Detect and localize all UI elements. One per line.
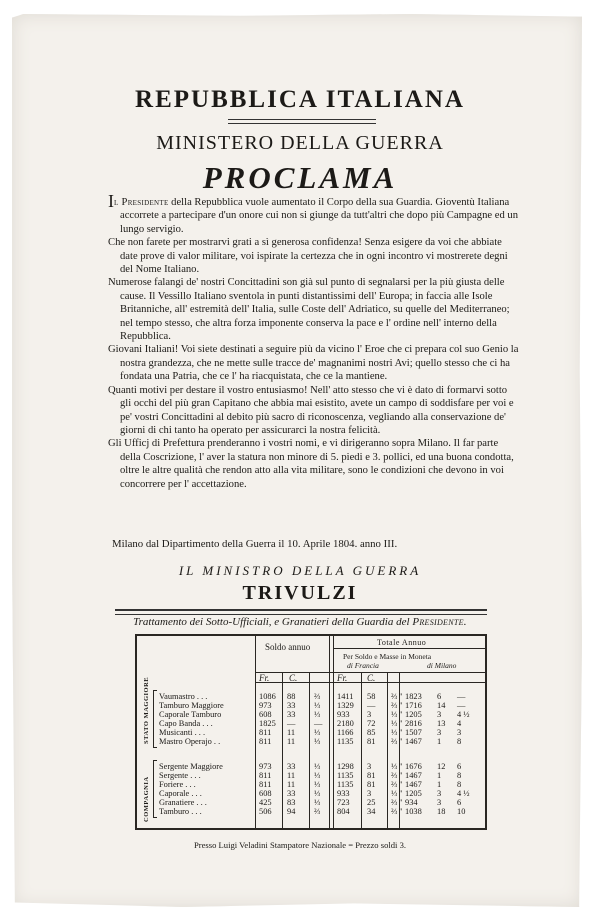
table-cell: 1467 (405, 737, 422, 746)
rank-name: Vaumastro . . . (159, 692, 208, 701)
table-cell: — (367, 701, 376, 710)
table-cell: ⅔ (391, 701, 398, 710)
ditto-mark: " (399, 762, 403, 771)
table-cell: 11 (287, 771, 296, 780)
paragraph-4: Giovani Italiani! Voi siete destinati a seguire più da vicino l' Eroe che ci prepara col suo Genio la nostra grandezza, che ne mette sulle tracce de' magnanimi nostri Avi; quello stesso che ci ha fondata una Patria, che ce l' ha riacquistata, che ce la mantiene. (108, 344, 519, 383)
table-row (137, 771, 485, 780)
table-row (137, 807, 485, 816)
table-cell: ⅔ (391, 692, 398, 701)
ditto-mark: " (399, 701, 403, 710)
table-cell: ⅔ (391, 737, 398, 746)
table-cell: 608 (259, 710, 272, 719)
ditto-mark: " (399, 798, 403, 807)
ditto-mark: " (399, 807, 403, 816)
rank-name: Granatiere . . . (159, 798, 207, 807)
table-cell: 8 (457, 737, 462, 746)
table-cell: 811 (259, 780, 272, 789)
table-cell: 6 (437, 692, 442, 701)
table-cell: 33 (287, 701, 296, 710)
pay-table: Soldo annuo Totale Annuo Per Soldo e Masse in Moneta di Francia di Milano Fr. C. Fr. C. STATO MAGGIORE COMPAGNIA Vaumastro . . . 1086 88 ⅔ 1411 58 ⅔ 1823 6 — " Tamburo Maggiore 973 33 ⅓ 1329 — ⅔ 1716 14 — " Caporale Tamburo 608 33 ⅓ 933 3 ⅓ 1205 3 4 ½ " Capo Banda . . . 1825 — — 2180 72 ⅓ 2816 13 4 " Musicanti . . . 811 11 ⅓ 1166 85 ⅓ 1507 3 3 " Mastro Operajo . . 811 11 ⅓ 1135 81 ⅔ 1467 1 8 " Sergente Maggiore 973 33 ⅓ 1298 3 ⅓ 1676 12 6 " Sergente . . . 811 11 ⅓ 1135 81 ⅔ 1467 1 8 " Foriere . . . 811 11 ⅓ 1135 81 ⅔ 1467 1 8 " Caporale . . . 608 33 ⅓ 933 3 ⅓ 1205 3 4 ½ " Granatiere . . . 425 83 ⅓ 723 25 ⅔ 934 3 6 " Tamburo . . . 506 94 ⅔ 804 34 ⅔ 1038 18 10 " (135, 634, 487, 830)
table-cell: 804 (337, 807, 350, 816)
table-cell: 34 (367, 807, 376, 816)
ditto-mark: " (399, 728, 403, 737)
table-cell: 1135 (337, 771, 354, 780)
table-cell: ⅓ (314, 728, 321, 737)
paragraph-1: Il Presidente della Repubblica vuole aumentato il Corpo della sua Guardia. Gioventù Italiana accorrete a partecipare d'un onore cui non si giunge da tutt'altri che dopo più Campagne ed un lungo servigio. (108, 191, 518, 235)
table-cell: 88 (287, 692, 296, 701)
table-cell: 4 ½ (457, 710, 470, 719)
table-cell: 11 (287, 737, 296, 746)
table-cell: 2816 (405, 719, 422, 728)
table-row (137, 798, 485, 807)
table-row (137, 701, 485, 710)
table-cell: 973 (259, 701, 272, 710)
table-cell: 1205 (405, 710, 422, 719)
table-cell: 4 ½ (457, 789, 470, 798)
table-cell: 3 (367, 762, 372, 771)
table-cell: — (314, 719, 323, 728)
paragraph-6: Gli Ufficj di Prefettura prenderanno i vostri nomi, e vi dirigeranno sopra Milano. Il far parte della Coscrizione, l' aver la statura non minore di 5. piedi e 3. pollici, ed una buona condotta, oltre le altre qualità che rendon atto alla vita militare, sono le condizioni che devono in voi concorrere per l' accettazione. (108, 438, 514, 490)
table-row (137, 780, 485, 789)
ditto-mark: " (399, 771, 403, 780)
ditto-mark: " (399, 719, 403, 728)
table-cell: 18 (437, 807, 446, 816)
di-francia-header: di Francia (347, 661, 379, 670)
table-cell: 1676 (405, 762, 422, 771)
table-cell: 1507 (405, 728, 422, 737)
table-cell: 723 (337, 798, 350, 807)
ditto-mark: " (399, 737, 403, 746)
table-cell: ⅔ (391, 807, 398, 816)
table-row (137, 762, 485, 771)
rank-name: Foriere . . . (159, 780, 196, 789)
group-label-stato-maggiore: STATO MAGGIORE (143, 676, 150, 744)
paragraph-5: Quanti motivi per destare il vostro entusiasmo! Nell' atto stesso che vi è dato di formarvi sotto gli occhi del più gran Capitano che abbia mai esistito, avete un campo di soddisfare per voi e pe' vostri Concittadini al debito più sacro di riconoscenza, vegliando alla conservazione de' giorni di chi tanto ha operato per assicurarci la nostra felicità. (108, 384, 514, 436)
group-label-compagnia: COMPAGNIA (143, 776, 150, 822)
double-rule (115, 609, 487, 615)
table-cell: 1467 (405, 780, 422, 789)
table-cell: 811 (259, 771, 272, 780)
table-cell: 934 (405, 798, 418, 807)
ministry-heading: MINISTERO DELLA GUERRA (156, 132, 444, 154)
rank-name: Sergente Maggiore (159, 762, 223, 771)
table-cell: 8 (457, 771, 462, 780)
table-cell: 1135 (337, 737, 354, 746)
table-cell: 8 (457, 780, 462, 789)
table-cell: 81 (367, 771, 376, 780)
table-cell: 25 (367, 798, 376, 807)
table-cell: 811 (259, 728, 272, 737)
rank-name: Mastro Operajo . . (159, 737, 221, 746)
ornamental-rule (228, 119, 376, 124)
di-milano-header: di Milano (427, 661, 457, 670)
table-cell: 2180 (337, 719, 354, 728)
table-cell: ⅔ (391, 780, 398, 789)
table-cell: 3 (437, 798, 442, 807)
table-cell: 94 (287, 807, 296, 816)
signature-name: TRIVULZI (242, 582, 358, 604)
rank-name: Sergente . . . (159, 771, 201, 780)
rank-name: Musicanti . . . (159, 728, 206, 737)
table-row (137, 710, 485, 719)
ditto-mark: " (399, 710, 403, 719)
table-cell: 11 (287, 780, 296, 789)
table-row (137, 789, 485, 798)
paragraph-2: Che non farete per mostrarvi grati a sì generosa confidenza! Senza esigere da voi che abbiate date prove di valor militare, voi ispirate la certezza che in ogni incontro vi mostrerete degni del Nome Italiano. (108, 237, 508, 276)
table-cell: 6 (457, 762, 462, 771)
table-cell: — (457, 692, 466, 701)
table-cell: 58 (367, 692, 376, 701)
table-cell: 33 (287, 762, 296, 771)
table-cell: ⅓ (314, 737, 321, 746)
totale-header: Totale Annuo (377, 638, 427, 647)
table-cell: ⅔ (391, 771, 398, 780)
date-line: Milano dal Dipartimento della Guerra il 10. Aprile 1804. anno III. (112, 538, 398, 550)
table-cell: 1825 (259, 719, 276, 728)
table-cell: ⅔ (391, 798, 398, 807)
table-cell: 10 (457, 807, 466, 816)
table-cell: 13 (437, 719, 446, 728)
ditto-mark: " (399, 692, 403, 701)
table-cell: — (287, 719, 296, 728)
table-cell: 33 (287, 789, 296, 798)
table-cell: 811 (259, 737, 272, 746)
table-cell: 933 (337, 789, 350, 798)
table-cell: — (457, 701, 466, 710)
table-cell: ⅓ (314, 701, 321, 710)
table-cell: 1 (437, 780, 442, 789)
republic-heading: REPUBBLICA ITALIANA (135, 86, 465, 113)
table-cell: 933 (337, 710, 350, 719)
table-cell: ⅔ (314, 807, 321, 816)
table-cell: 81 (367, 780, 376, 789)
table-cell: 72 (367, 719, 376, 728)
table-cell: 1 (437, 771, 442, 780)
table-cell: ⅓ (391, 719, 398, 728)
initial-letter: I (108, 191, 114, 211)
table-cell: 83 (287, 798, 296, 807)
ditto-mark: " (399, 789, 403, 798)
table-cell: 11 (287, 728, 296, 737)
table-cell: 1823 (405, 692, 422, 701)
rank-name: Tamburo Maggiore (159, 701, 224, 710)
proclamation-title: PROCLAMA (202, 160, 398, 195)
rank-name: Tamburo . . . (159, 807, 202, 816)
table-cell: 1298 (337, 762, 354, 771)
table-cell: 1038 (405, 807, 422, 816)
table-cell: 1166 (337, 728, 354, 737)
table-cell: 1411 (337, 692, 354, 701)
rank-name: Caporale . . . (159, 789, 202, 798)
table-row (137, 692, 485, 701)
table-cell: 1467 (405, 771, 422, 780)
table-cell: ⅓ (314, 762, 321, 771)
proclamation-body (108, 191, 520, 491)
table-cell: ⅓ (391, 789, 398, 798)
table-cell: 4 (457, 719, 462, 728)
table-cell: 3 (437, 728, 442, 737)
table-cell: 12 (437, 762, 446, 771)
table-row (137, 728, 485, 737)
table-cell: 425 (259, 798, 272, 807)
table-cell: 1 (437, 737, 442, 746)
table-cell: 1205 (405, 789, 422, 798)
table-cell: ⅓ (391, 710, 398, 719)
table-cell: 608 (259, 789, 272, 798)
printer-footer: Presso Luigi Veladini Stampatore Nazionale = Prezzo soldi 3. (193, 840, 407, 850)
rank-name: Capo Banda . . . (159, 719, 213, 728)
table-row (137, 719, 485, 728)
soldo-header: Soldo annuo (265, 642, 311, 652)
table-cell: 3 (457, 728, 462, 737)
table-cell: 1329 (337, 701, 354, 710)
table-cell: 85 (367, 728, 376, 737)
table-cell: 81 (367, 737, 376, 746)
table-cell: 3 (367, 789, 372, 798)
table-cell: ⅓ (314, 798, 321, 807)
rank-name: Caporale Tamburo (159, 710, 222, 719)
table-row (137, 737, 485, 746)
table-cell: ⅓ (314, 710, 321, 719)
table-cell: 3 (437, 710, 442, 719)
table-cell: 33 (287, 710, 296, 719)
table-cell: 1086 (259, 692, 276, 701)
table-cell: ⅓ (314, 789, 321, 798)
table-cell: 1135 (337, 780, 354, 789)
table-title: Trattamento dei Sotto-Ufficiali, e Granatieri della Guardia del Presidente. (133, 616, 467, 628)
table-cell: 14 (437, 701, 446, 710)
table-cell: 3 (367, 710, 372, 719)
table-cell: 6 (457, 798, 462, 807)
table-cell: 1716 (405, 701, 422, 710)
table-cell: 973 (259, 762, 272, 771)
ditto-mark: " (399, 780, 403, 789)
table-cell: ⅔ (314, 692, 321, 701)
table-cell: 3 (437, 789, 442, 798)
table-cell: ⅓ (314, 780, 321, 789)
table-cell: ⅓ (314, 771, 321, 780)
table-cell: ⅓ (391, 762, 398, 771)
paragraph-3: Numerose falangi de' nostri Concittadini son già sul punto di segnalarsi per la più giusta delle cause. Il Vessillo Italiano sventola in punti distantissimi dell' Europa; in faccia alle Isole Britanniche, all' estremità dell' Italia, sulle Coste dell' Adriatico, su quelle del Mediterraneo; nel tempo stesso, che altra forza imponente conserva la pace e l' ordine nell' interno della Repubblica. (108, 277, 510, 343)
signature-title: IL MINISTRO DELLA GUERRA (178, 563, 422, 578)
table-cell: ⅓ (391, 728, 398, 737)
table-cell: 506 (259, 807, 272, 816)
per-soldo-header: Per Soldo e Masse in Moneta (343, 652, 432, 661)
